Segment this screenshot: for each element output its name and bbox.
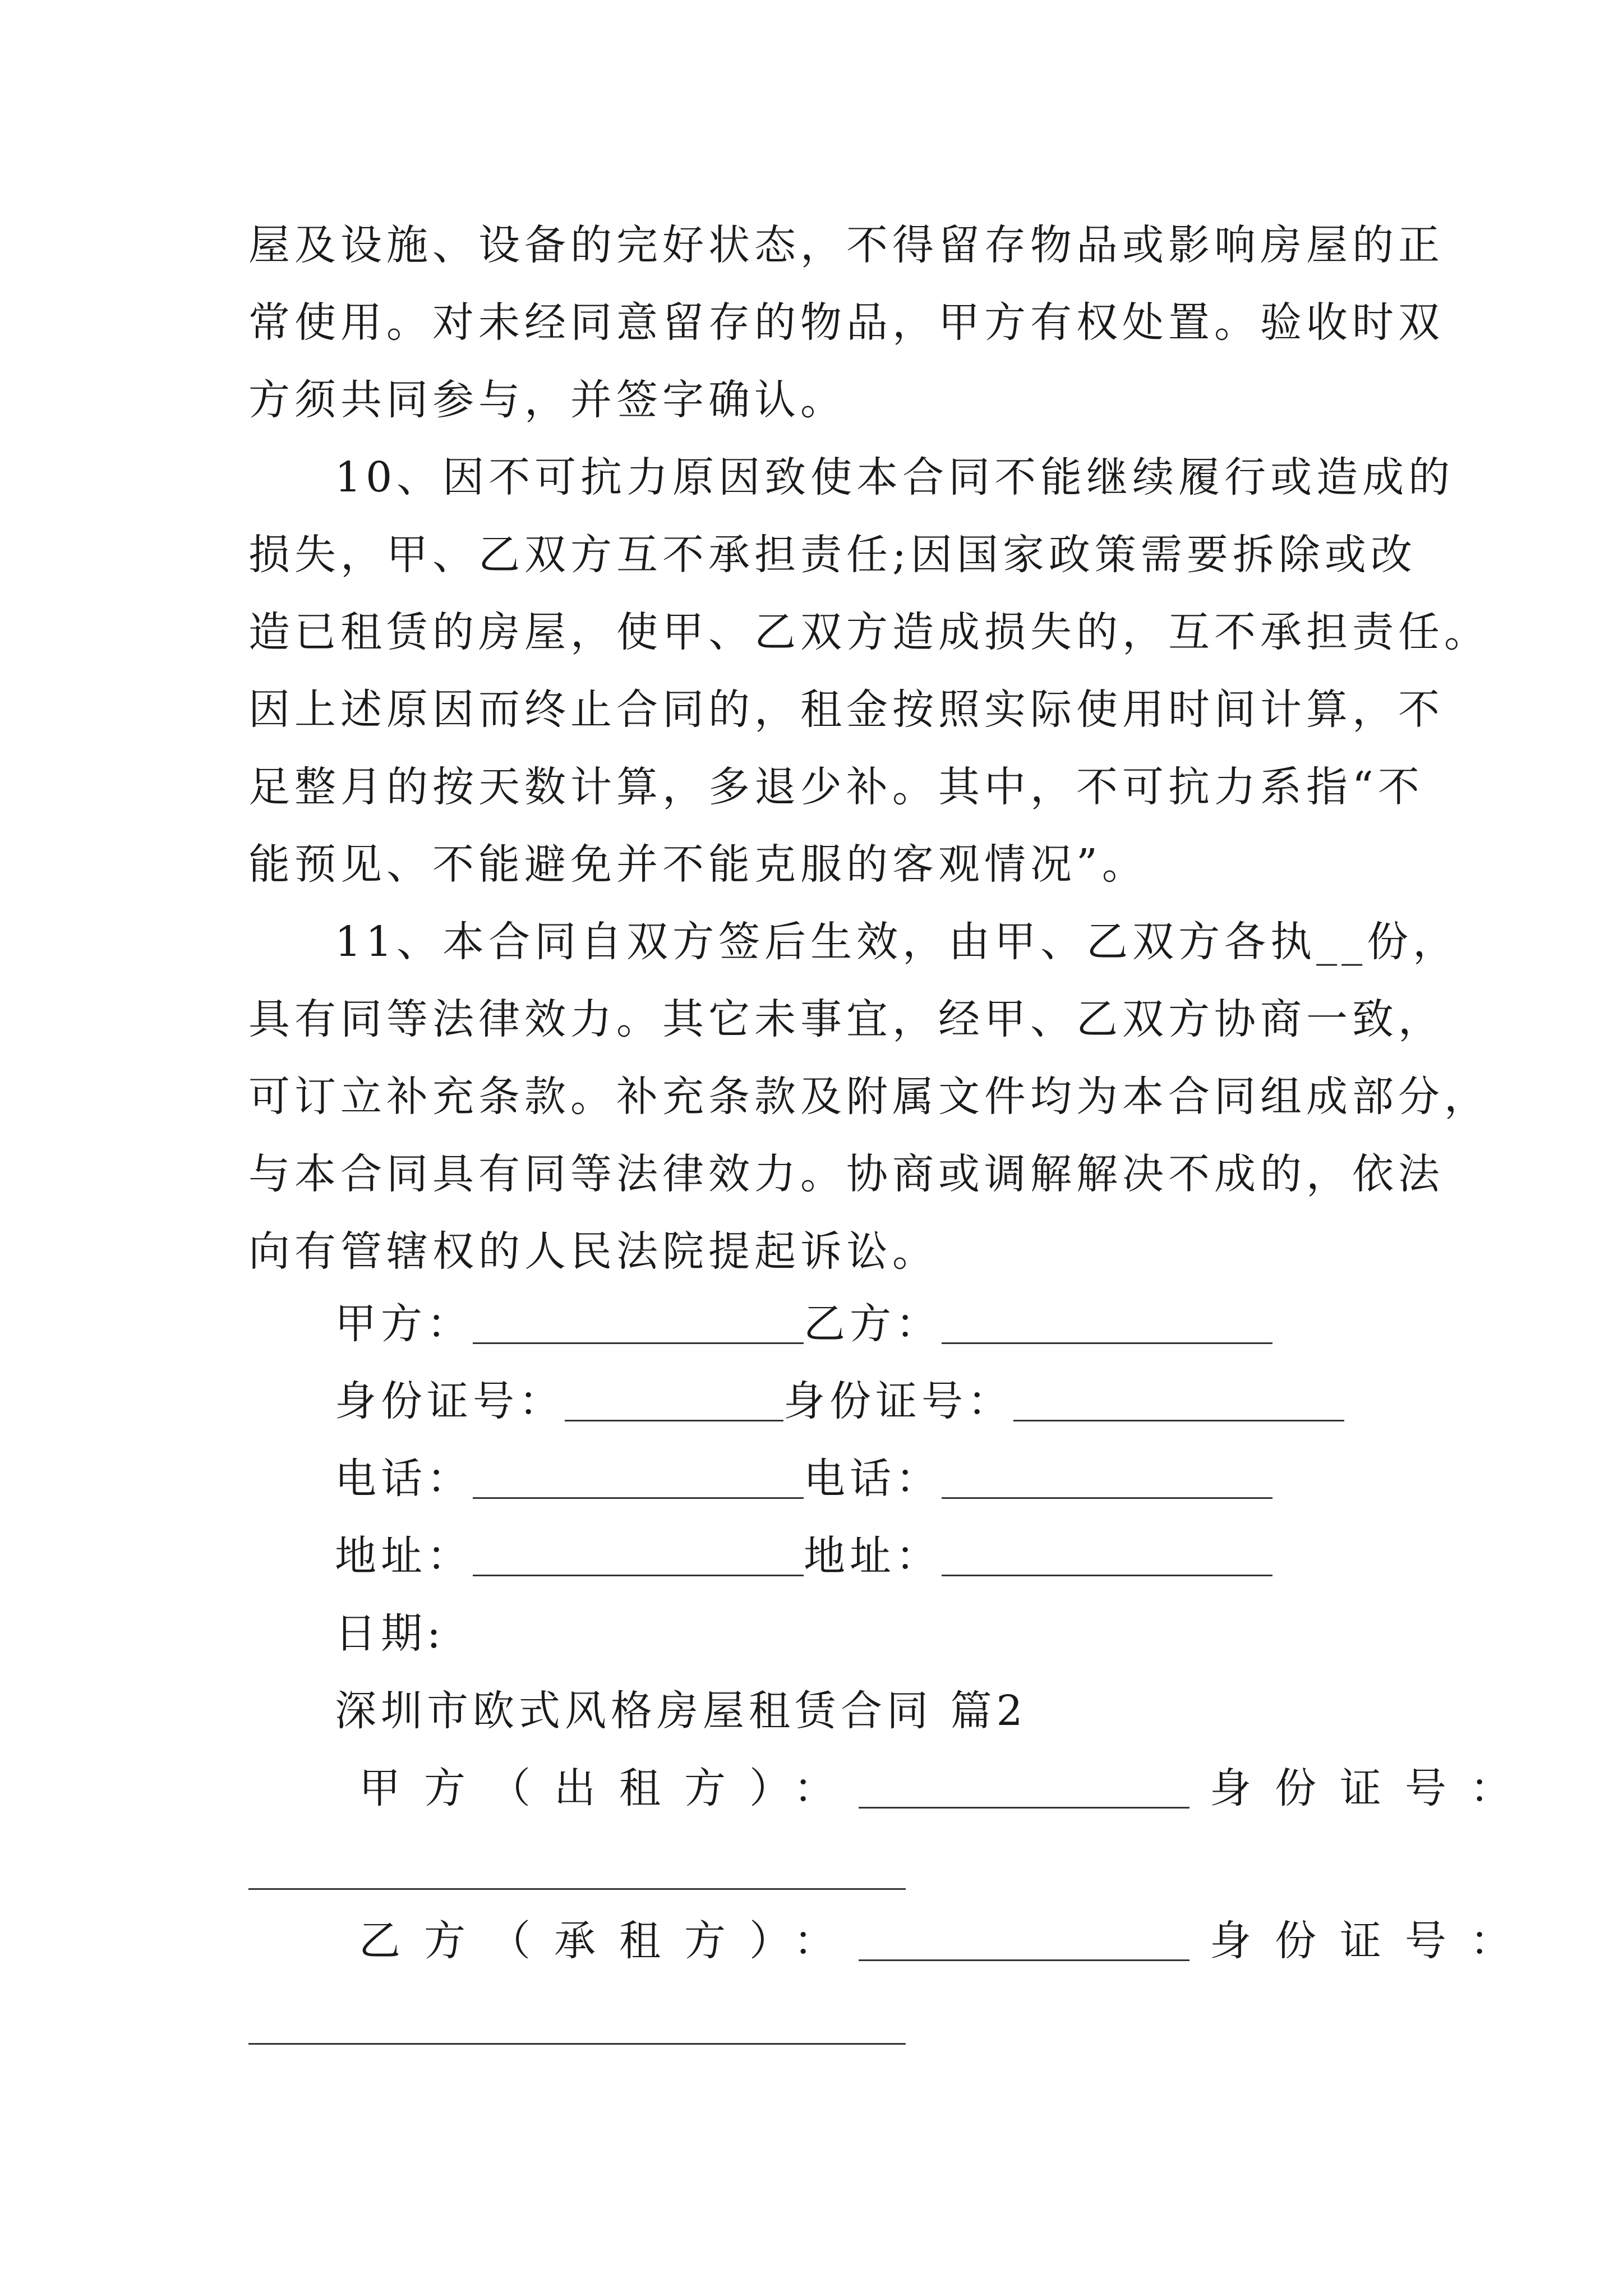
address-a-blank[interactable]: [473, 1535, 804, 1576]
lessor-label: 甲方（出租方）：: [359, 1764, 859, 1812]
section-2-title: 深圳市欧式风格房屋租赁合同 篇2: [335, 1687, 1027, 1735]
id-b-blank[interactable]: [1013, 1381, 1344, 1421]
clause-10-line-5: 足整月的按天数计算，多退少补。其中，不可抗力系指“不: [248, 763, 1424, 811]
party-a-blank[interactable]: [473, 1303, 804, 1344]
lessor-id-label: 身份证号：: [1210, 1764, 1535, 1812]
phone-row: [335, 1451, 1272, 1507]
lessor-id-blank[interactable]: [248, 1888, 906, 1890]
clause-11-line-4: 与本合同具有同等法律效力。协商或调解解决不成的，依法: [248, 1150, 1444, 1198]
date-row: [335, 1605, 445, 1662]
address-row: [335, 1528, 1272, 1584]
clause-10-line-1: 10、因不可抗力原因致使本合同不能继续履行或造成的: [335, 453, 1455, 501]
clause-11-line-1: 11、本合同自双方签后生效，由甲、乙双方各执__份，: [335, 918, 1459, 966]
phone-a-blank[interactable]: [473, 1458, 804, 1499]
id-b-label: 身份证号：: [783, 1377, 1013, 1425]
party-b-label: 乙方：: [804, 1300, 942, 1348]
party-row: [335, 1296, 1272, 1352]
id-a-blank[interactable]: [565, 1381, 783, 1421]
clause-11-line-5: 向有管辖权的人民法院提起诉讼。: [248, 1227, 938, 1276]
lessor-blank[interactable]: [859, 1768, 1189, 1809]
party-b-blank[interactable]: [942, 1303, 1272, 1344]
clause-11-line-2: 具有同等法律效力。其它未事宜，经甲、乙双方协商一致，: [248, 995, 1444, 1043]
clause-10-line-2: 损失，甲、乙双方互不承担责任;因国家政策需要拆除或改: [248, 531, 1417, 579]
id-a-label: 身份证号：: [335, 1377, 565, 1425]
lessor-row: [359, 1760, 1535, 1816]
phone-b-label: 电话：: [804, 1455, 942, 1503]
clause-10-line-3: 造已租赁的房屋，使甲、乙双方造成损失的，互不承担责任。: [248, 608, 1490, 656]
clause-10-line-6: 能预见、不能避免并不能克服的客观情况”。: [248, 840, 1148, 889]
lessee-id-label: 身份证号：: [1210, 1917, 1535, 1965]
id-row: [335, 1373, 1344, 1429]
address-b-blank[interactable]: [942, 1535, 1272, 1576]
clause-9-line-2: 常使用。对未经同意留存的物品，甲方有权处置。验收时双: [248, 298, 1444, 347]
address-a-label: 地址：: [335, 1532, 473, 1580]
party-a-label: 甲方：: [335, 1300, 473, 1348]
clause-10-line-4: 因上述原因而终止合同的，租金按照实际使用时间计算，不: [248, 685, 1444, 734]
clause-9-line-1: 屋及设施、设备的完好状态，不得留存物品或影响房屋的正: [248, 221, 1444, 269]
phone-b-blank[interactable]: [942, 1458, 1272, 1499]
lessee-id-blank[interactable]: [248, 2043, 906, 2045]
clause-11-line-3: 可订立补充条款。补充条款及附属文件均为本合同组成部分，: [248, 1073, 1490, 1121]
lessee-label: 乙方（承租方）：: [359, 1917, 859, 1965]
phone-a-label: 电话：: [335, 1455, 473, 1503]
date-label: 日期:: [335, 1609, 445, 1658]
lessee-blank[interactable]: [859, 1920, 1189, 1961]
address-b-label: 地址：: [804, 1532, 942, 1580]
lessee-row: [359, 1913, 1535, 1969]
clause-9-line-3: 方须共同参与，并签字确认。: [248, 376, 846, 424]
